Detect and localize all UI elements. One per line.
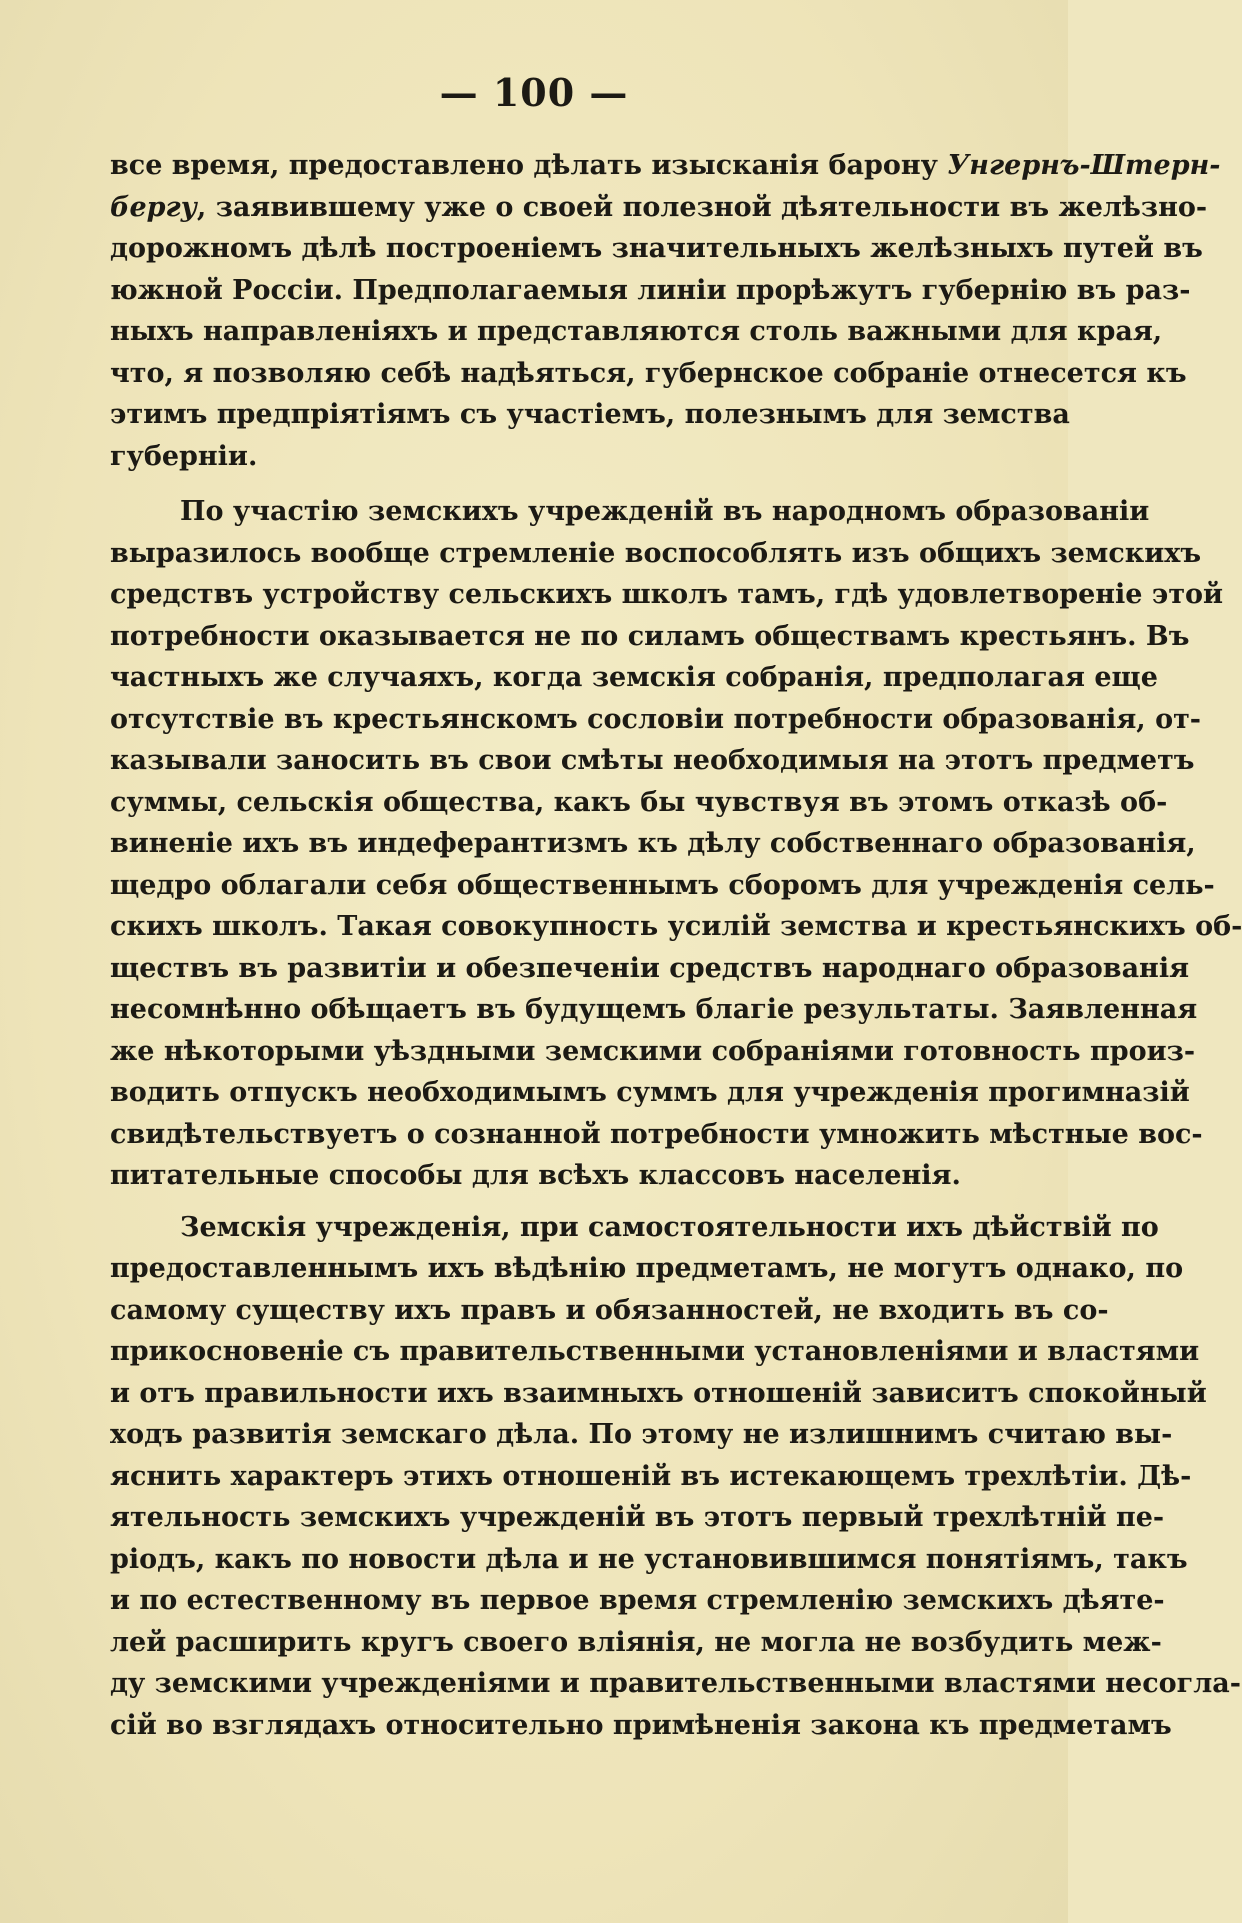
- text-line: отсутствіе въ крестьянскомъ сословіи потребности образованія, от-: [110, 703, 1202, 735]
- text-line: что, я позволяю себѣ надѣяться, губернское собраніе отнесется къ: [110, 357, 1187, 389]
- text-line: и отъ правильности ихъ взаимныхъ отношеній зависитъ спокойный: [110, 1377, 1207, 1409]
- text-line: все время, предоставлено дѣлать изысканія барону Унгернъ-Штерн-: [110, 150, 1221, 181]
- text-line: прикосновеніе съ правительственными установленіями и властями: [110, 1336, 1200, 1367]
- text-line: южной Россіи. Предполагаемыя линіи прорѣжутъ губернію въ раз-: [110, 274, 1191, 306]
- person-name: Унгернъ-Штерн-: [947, 150, 1221, 181]
- text-line: и по естественному въ первое время стремленію земскихъ дѣяте-: [110, 1585, 1165, 1616]
- body-text: [110, 145, 1242, 1746]
- text-line: ду земскими учрежденіями и правительственными властями несогла-: [110, 1668, 1241, 1699]
- text-line: ществъ въ развитіи и обезпеченіи средствъ народнаго образованія: [110, 952, 1190, 984]
- text-line: потребности оказывается не по силамъ обществамъ крестьянъ. Въ: [110, 620, 1190, 652]
- text-line: бергу, заявившему уже о своей полезной дѣятельности въ желѣзно-: [110, 191, 1208, 223]
- text-line: предоставленнымъ ихъ вѣдѣнію предметамъ, не могутъ однако, по: [110, 1253, 1184, 1284]
- text-line: губерніи.: [110, 440, 258, 472]
- text-line: ныхъ направленіяхъ и представляются столь важными для края,: [110, 316, 1163, 347]
- text-line: ходъ развитія земскаго дѣла. По этому не излишнимъ считаю вы-: [110, 1419, 1173, 1450]
- text-line: сій во взглядахъ относительно примѣненія закона къ предметамъ: [110, 1709, 1172, 1741]
- text-line: средствъ устройству сельскихъ школъ тамъ, гдѣ удовлетвореніе этой: [110, 579, 1224, 610]
- text-line: ріодъ, какъ по новости дѣла и не установившимся понятіямъ, такъ: [110, 1543, 1188, 1575]
- paragraph-2: [110, 491, 1242, 1197]
- paragraph-spacer: [110, 1197, 1038, 1207]
- text-line: казывали заносить въ свои смѣты необходимыя на этотъ предметъ: [110, 745, 1195, 776]
- text-line: По участію земскихъ учрежденій въ народномъ образованіи: [180, 496, 1150, 527]
- paragraph-1: [110, 145, 1221, 477]
- text-line: щедро облагали себя общественнымъ сборомъ для учрежденія сель-: [110, 869, 1215, 901]
- text-line: виненіе ихъ въ индеферантизмъ къ дѣлу собственнаго образованія,: [110, 828, 1196, 859]
- text-line: лей расширить кругъ своего вліянія, не могла не возбудить меж-: [110, 1626, 1162, 1658]
- text-line: свидѣтельствуетъ о сознанной потребности умножить мѣстные вос-: [110, 1118, 1203, 1150]
- text-line: водить отпускъ необходимымъ суммъ для учрежденія прогимназій: [110, 1077, 1190, 1108]
- text-line: частныхъ же случаяхъ, когда земскія собранія, предполагая еще: [110, 662, 1158, 693]
- text-line: ятельность земскихъ учрежденій въ этотъ первый трехлѣтній пе-: [110, 1502, 1165, 1533]
- text-line: дорожномъ дѣлѣ построеніемъ значительныхъ желѣзныхъ путей въ: [110, 233, 1203, 264]
- paragraph-3: [110, 1207, 1241, 1747]
- text-line: же нѣкоторыми уѣздными земскими собраніями готовность произ-: [110, 1035, 1196, 1067]
- text-line: суммы, сельскія общества, какъ бы чувствуя въ этомъ отказѣ об-: [110, 786, 1168, 818]
- text-line: несомнѣнно обѣщаетъ въ будущемъ благіе результаты. Заявленная: [110, 994, 1198, 1025]
- person-name: бергу: [110, 191, 197, 223]
- text-line: Земскія учрежденія, при самостоятельности ихъ дѣйствій по: [180, 1211, 1159, 1243]
- text-line: самому существу ихъ правъ и обязанностей, не входить въ со-: [110, 1294, 1109, 1326]
- paragraph-spacer: [110, 477, 1038, 491]
- text-line: яснить характеръ этихъ отношеній въ истекающемъ трехлѣтіи. Дѣ-: [110, 1460, 1192, 1492]
- page-number: — 100 —: [439, 70, 629, 115]
- text-line: этимъ предпріятіямъ съ участіемъ, полезнымъ для земства: [110, 399, 1070, 430]
- text-line: питательные способы для всѣхъ классовъ населенія.: [110, 1160, 961, 1191]
- text-line: скихъ школъ. Такая совокупность усилій земства и крестьянскихъ об-: [110, 911, 1242, 942]
- text-line: выразилось вообще стремленіе воспособлять изъ общихъ земскихъ: [110, 537, 1202, 569]
